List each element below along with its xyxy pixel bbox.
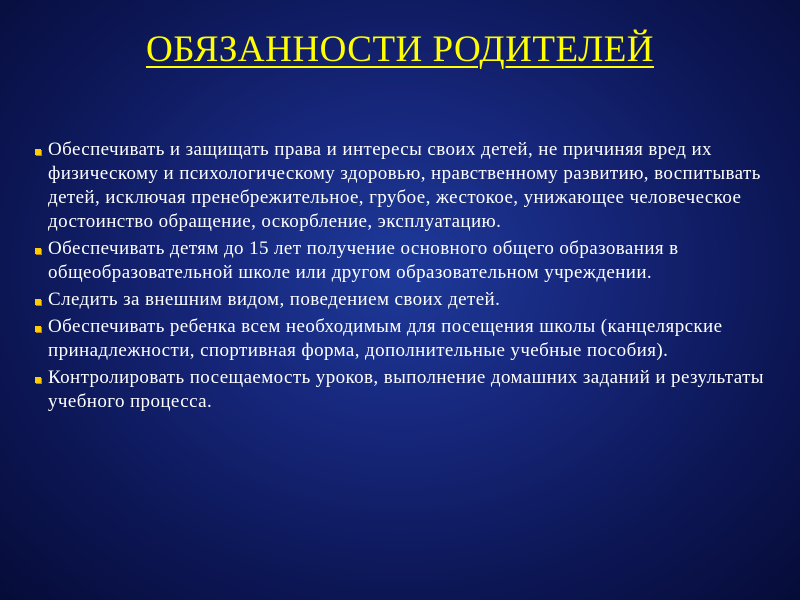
bullet-item: [34, 138, 764, 234]
bullet-text: Обеспечивать ребенка всем необходимым для посещения школы (канцелярские принадлежности, спортивная форма, дополнительные учебные пособия).: [48, 316, 723, 361]
square-bullet-icon: [35, 299, 41, 305]
bullet-text: Контролировать посещаемость уроков, выполнение домашних заданий и результаты учебного процесса.: [48, 367, 764, 412]
bullet-item: [34, 315, 764, 363]
square-bullet-icon: [35, 248, 41, 254]
bullet-text: Обеспечивать и защищать права и интересы своих детей, не причиняя вред их физическому и психологическому здоровью, нравственному развитию, воспитывать детей, исключая пренебрежительное, грубое, жестокое, унижающее человеческое достоинство обращение, оскорбление, эксплуатацию.: [48, 139, 761, 232]
bullet-item: [34, 366, 764, 414]
bullet-text: Следить за внешним видом, поведением своих детей.: [48, 289, 501, 310]
square-bullet-icon: [35, 326, 41, 332]
square-bullet-icon: [35, 149, 41, 155]
slide-title: ОБЯЗАННОСТИ РОДИТЕЛЕЙ: [145, 29, 655, 70]
bullet-text: Обеспечивать детям до 15 лет получение основного общего образования в общеобразовательной школе или другом образовательном учреждении.: [48, 238, 679, 283]
bullet-item: [34, 288, 764, 312]
bullet-list: [34, 138, 764, 417]
bullet-item: [34, 237, 764, 285]
square-bullet-icon: [35, 377, 41, 383]
